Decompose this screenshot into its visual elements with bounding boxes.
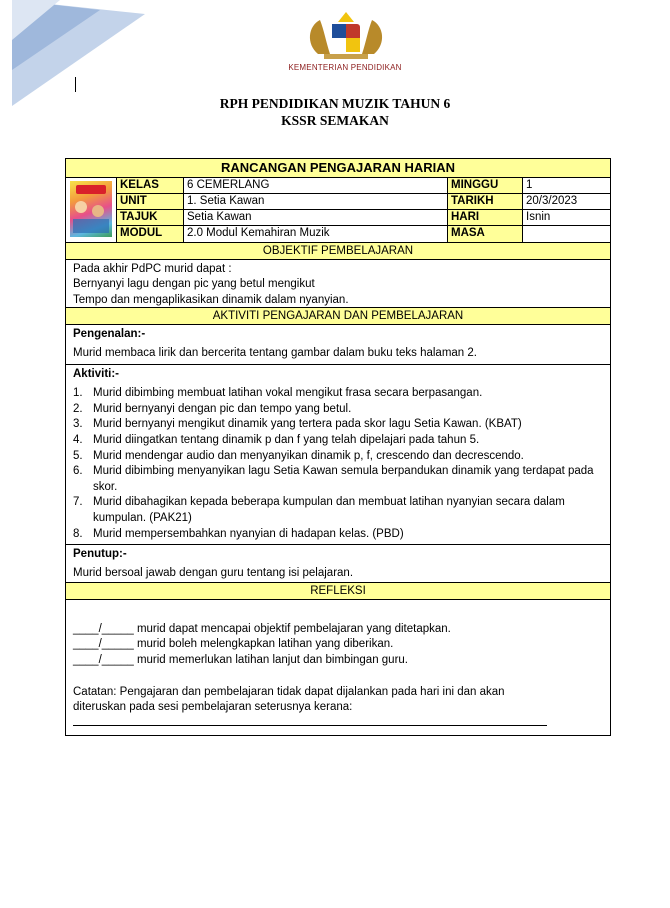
aktiviti-heading: AKTIVITI PENGAJARAN DAN PEMBELAJARAN <box>66 308 610 325</box>
item-number: 8. <box>73 527 83 540</box>
item-text: Murid mempersembahkan nyanyian di hadapan kelas. (PBD) <box>93 527 404 540</box>
list-item <box>73 495 603 526</box>
info-value: Setia Kawan <box>184 210 448 225</box>
list-item <box>73 433 603 449</box>
item-text: Murid bernyanyi dengan pic dan tempo yang betul. <box>93 402 352 415</box>
info-row-unit <box>117 194 610 210</box>
info-value: 6 CEMERLANG <box>184 178 448 193</box>
text-cursor <box>75 77 76 92</box>
item-number: 6. <box>73 465 83 478</box>
aktiviti-section <box>66 365 610 545</box>
info-label: MINGGU <box>448 178 523 193</box>
info-value: 1 <box>526 179 533 191</box>
info-value: 20/3/2023 <box>526 195 578 207</box>
refleksi-line: ____/_____ murid memerlukan latihan lanjut dan bimbingan guru. <box>73 653 408 666</box>
refleksi-line: ____/_____ murid boleh melengkapkan latihan yang diberikan. <box>73 638 394 651</box>
info-label: TARIKH <box>448 194 523 209</box>
item-number: 1. <box>73 387 83 400</box>
info-label: KELAS <box>117 178 184 193</box>
document-heading <box>0 95 670 129</box>
ministry-name: KEMENTERIAN PENDIDIKAN <box>288 63 402 72</box>
list-item <box>73 417 603 433</box>
heading-line-2: KSSR SEMAKAN <box>281 113 389 128</box>
catatan-line: diteruskan pada sesi pembelajaran seterusnya kerana: <box>73 701 353 714</box>
info-value <box>523 226 610 242</box>
item-text: Murid dibimbing membuat latihan vokal mengikut frasa secara berpasangan. <box>93 387 483 400</box>
info-row-kelas <box>117 178 610 194</box>
item-number: 2. <box>73 402 83 415</box>
refleksi-line: ____/_____ murid dapat mencapai objektif pembelajaran yang ditetapkan. <box>73 623 451 635</box>
objektif-line: Bernyanyi lagu dengan pic yang betul mengikut <box>73 278 315 291</box>
lesson-plan-table <box>65 158 611 736</box>
info-row-tajuk <box>117 210 610 226</box>
item-number: 3. <box>73 418 83 431</box>
catatan-line: Catatan: Pengajaran dan pembelajaran tidak dapat dijalankan pada hari ini dan akan <box>73 685 505 698</box>
lesson-info-grid <box>117 178 610 242</box>
pengenalan-text: Murid membaca lirik dan bercerita tentang gambar dalam buku teks halaman 2. <box>73 347 477 360</box>
info-value: 2.0 Modul Kemahiran Muzik <box>184 226 448 242</box>
textbook-cover-image <box>66 178 117 242</box>
item-text: Murid bernyanyi mengikut dinamik yang tertera pada skor lagu Setia Kawan. (KBAT) <box>93 418 522 431</box>
pengenalan-title: Pengenalan:- <box>73 328 146 340</box>
pengenalan-section <box>66 325 610 365</box>
aktiviti-list <box>73 386 603 542</box>
lesson-info-section <box>66 178 610 243</box>
refleksi-content <box>66 600 610 726</box>
item-text: Murid mendengar audio dan menyanyikan dinamik p, f, crescendo dan decrescendo. <box>93 449 524 462</box>
aktiviti-title: Aktiviti:- <box>73 368 119 380</box>
objektif-content <box>66 260 610 308</box>
objektif-heading: OBJEKTIF PEMBELAJARAN <box>66 243 610 260</box>
item-text: Murid dibahagikan kepada beberapa kumpulan dan membuat latihan nyanyian secara dalam kumpulan. (PAK21) <box>93 496 565 525</box>
item-number: 4. <box>73 434 83 447</box>
item-number: 5. <box>73 449 83 462</box>
list-item <box>73 449 603 465</box>
item-text: Murid dibimbing menyanyikan lagu Setia Kawan semula berpandukan dinamik yang terdapat pada skor. <box>93 465 594 493</box>
item-number: 7. <box>73 496 83 509</box>
info-label: MASA <box>448 226 523 242</box>
catatan-blank-line <box>73 725 547 726</box>
corner-decoration <box>0 0 160 110</box>
refleksi-heading: REFLEKSI <box>66 583 610 600</box>
info-label: TAJUK <box>117 210 184 225</box>
info-value: Isnin <box>526 211 551 223</box>
penutup-text: Murid bersoal jawab dengan guru tentang isi pelajaran. <box>73 567 354 580</box>
plan-banner: RANCANGAN PENGAJARAN HARIAN <box>66 159 610 178</box>
info-label: UNIT <box>117 194 184 209</box>
info-value: 1. Setia Kawan <box>184 194 448 209</box>
list-item <box>73 386 603 402</box>
info-label: MODUL <box>117 226 184 242</box>
objektif-line: Tempo dan mengaplikasikan dinamik dalam nyanyian. <box>73 293 349 306</box>
penutup-title: Penutup:- <box>73 548 127 560</box>
objektif-line: Pada akhir PdPC murid dapat : <box>73 263 232 275</box>
list-item <box>73 464 603 495</box>
jata-negara-crest-icon <box>296 10 396 62</box>
item-text: Murid diingatkan tentang dinamik p dan f yang telah dipelajari pada tahun 5. <box>93 434 480 447</box>
heading-line-1: RPH PENDIDIKAN MUZIK TAHUN 6 <box>219 96 451 111</box>
info-row-modul <box>117 226 610 242</box>
list-item <box>73 527 603 543</box>
list-item <box>73 402 603 418</box>
penutup-section <box>66 545 610 583</box>
info-label: HARI <box>448 210 523 225</box>
